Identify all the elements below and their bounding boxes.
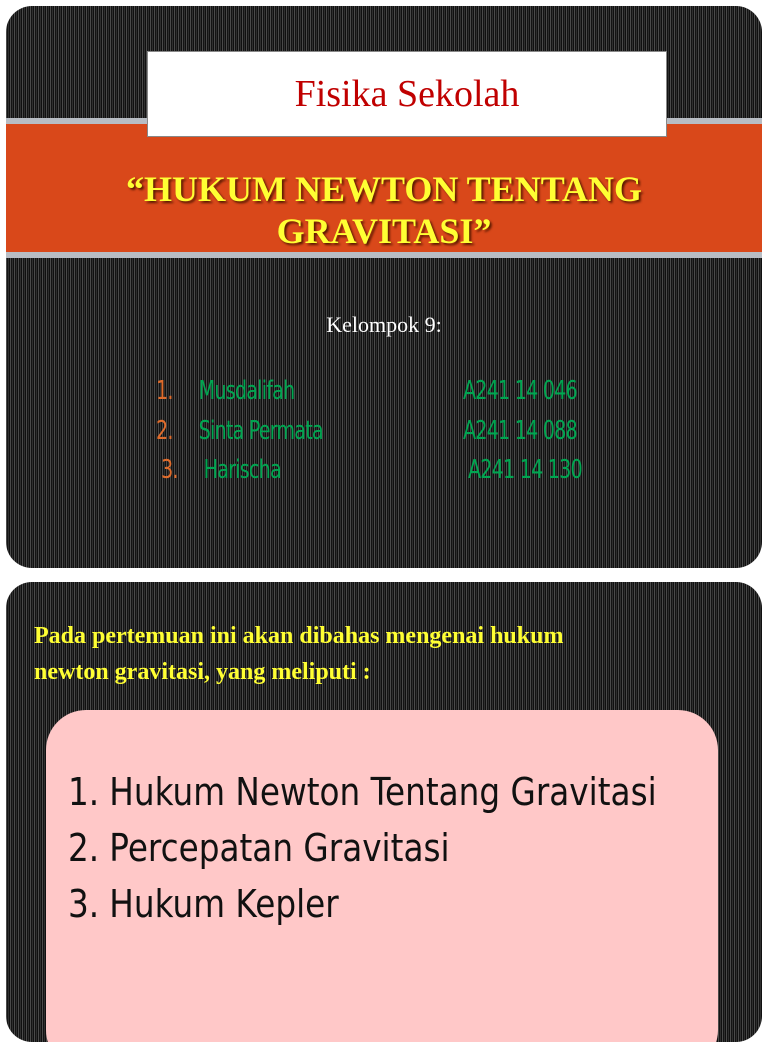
intro-line-2: newton gravitasi, yang meliputi : [34,659,371,685]
subject-title-box [147,51,667,137]
topic-number: 3. [68,882,100,926]
member-number: 3. [161,455,178,485]
topic-item [68,764,657,820]
member-nim-value: A241 14 088 [463,416,577,446]
slide-topics [6,582,762,1042]
member-name: Sinta Permata [198,416,323,446]
banner-line-2: GRAVITASI” [276,211,492,251]
member-number: 2. [156,416,173,446]
subject-title: Fisika Sekolah [294,73,520,115]
topic-label: Hukum Newton Tentang Gravitasi [109,770,657,814]
title-banner [6,118,762,258]
topic-number: 1. [68,770,100,814]
topic-item [68,820,657,876]
member-nim [463,376,577,414]
topic-list [68,764,657,932]
member-number: 1. [156,376,173,406]
member-name: Harischa [203,455,281,485]
member-name: Musdalifah [198,376,295,406]
member-nim [463,416,577,454]
topic-number: 2. [68,826,100,870]
intro-line-1: Pada pertemuan ini akan dibahas mengenai hukum [34,623,564,649]
intro-text [34,618,734,690]
member-nim [468,455,582,493]
banner-line-1: “HUKUM NEWTON TENTANG [125,169,643,209]
topic-label: Percepatan Gravitasi [109,826,450,870]
member-nim-value: A241 14 046 [463,376,577,406]
member-item [156,376,294,414]
member-item [156,416,323,454]
banner-title [126,168,642,252]
topic-item [68,876,657,932]
group-label: Kelompok 9: [326,312,442,337]
member-nim-value: A241 14 130 [468,455,582,485]
slide-title [6,6,762,568]
member-item [161,455,281,493]
topic-label: Hukum Kepler [109,882,339,926]
